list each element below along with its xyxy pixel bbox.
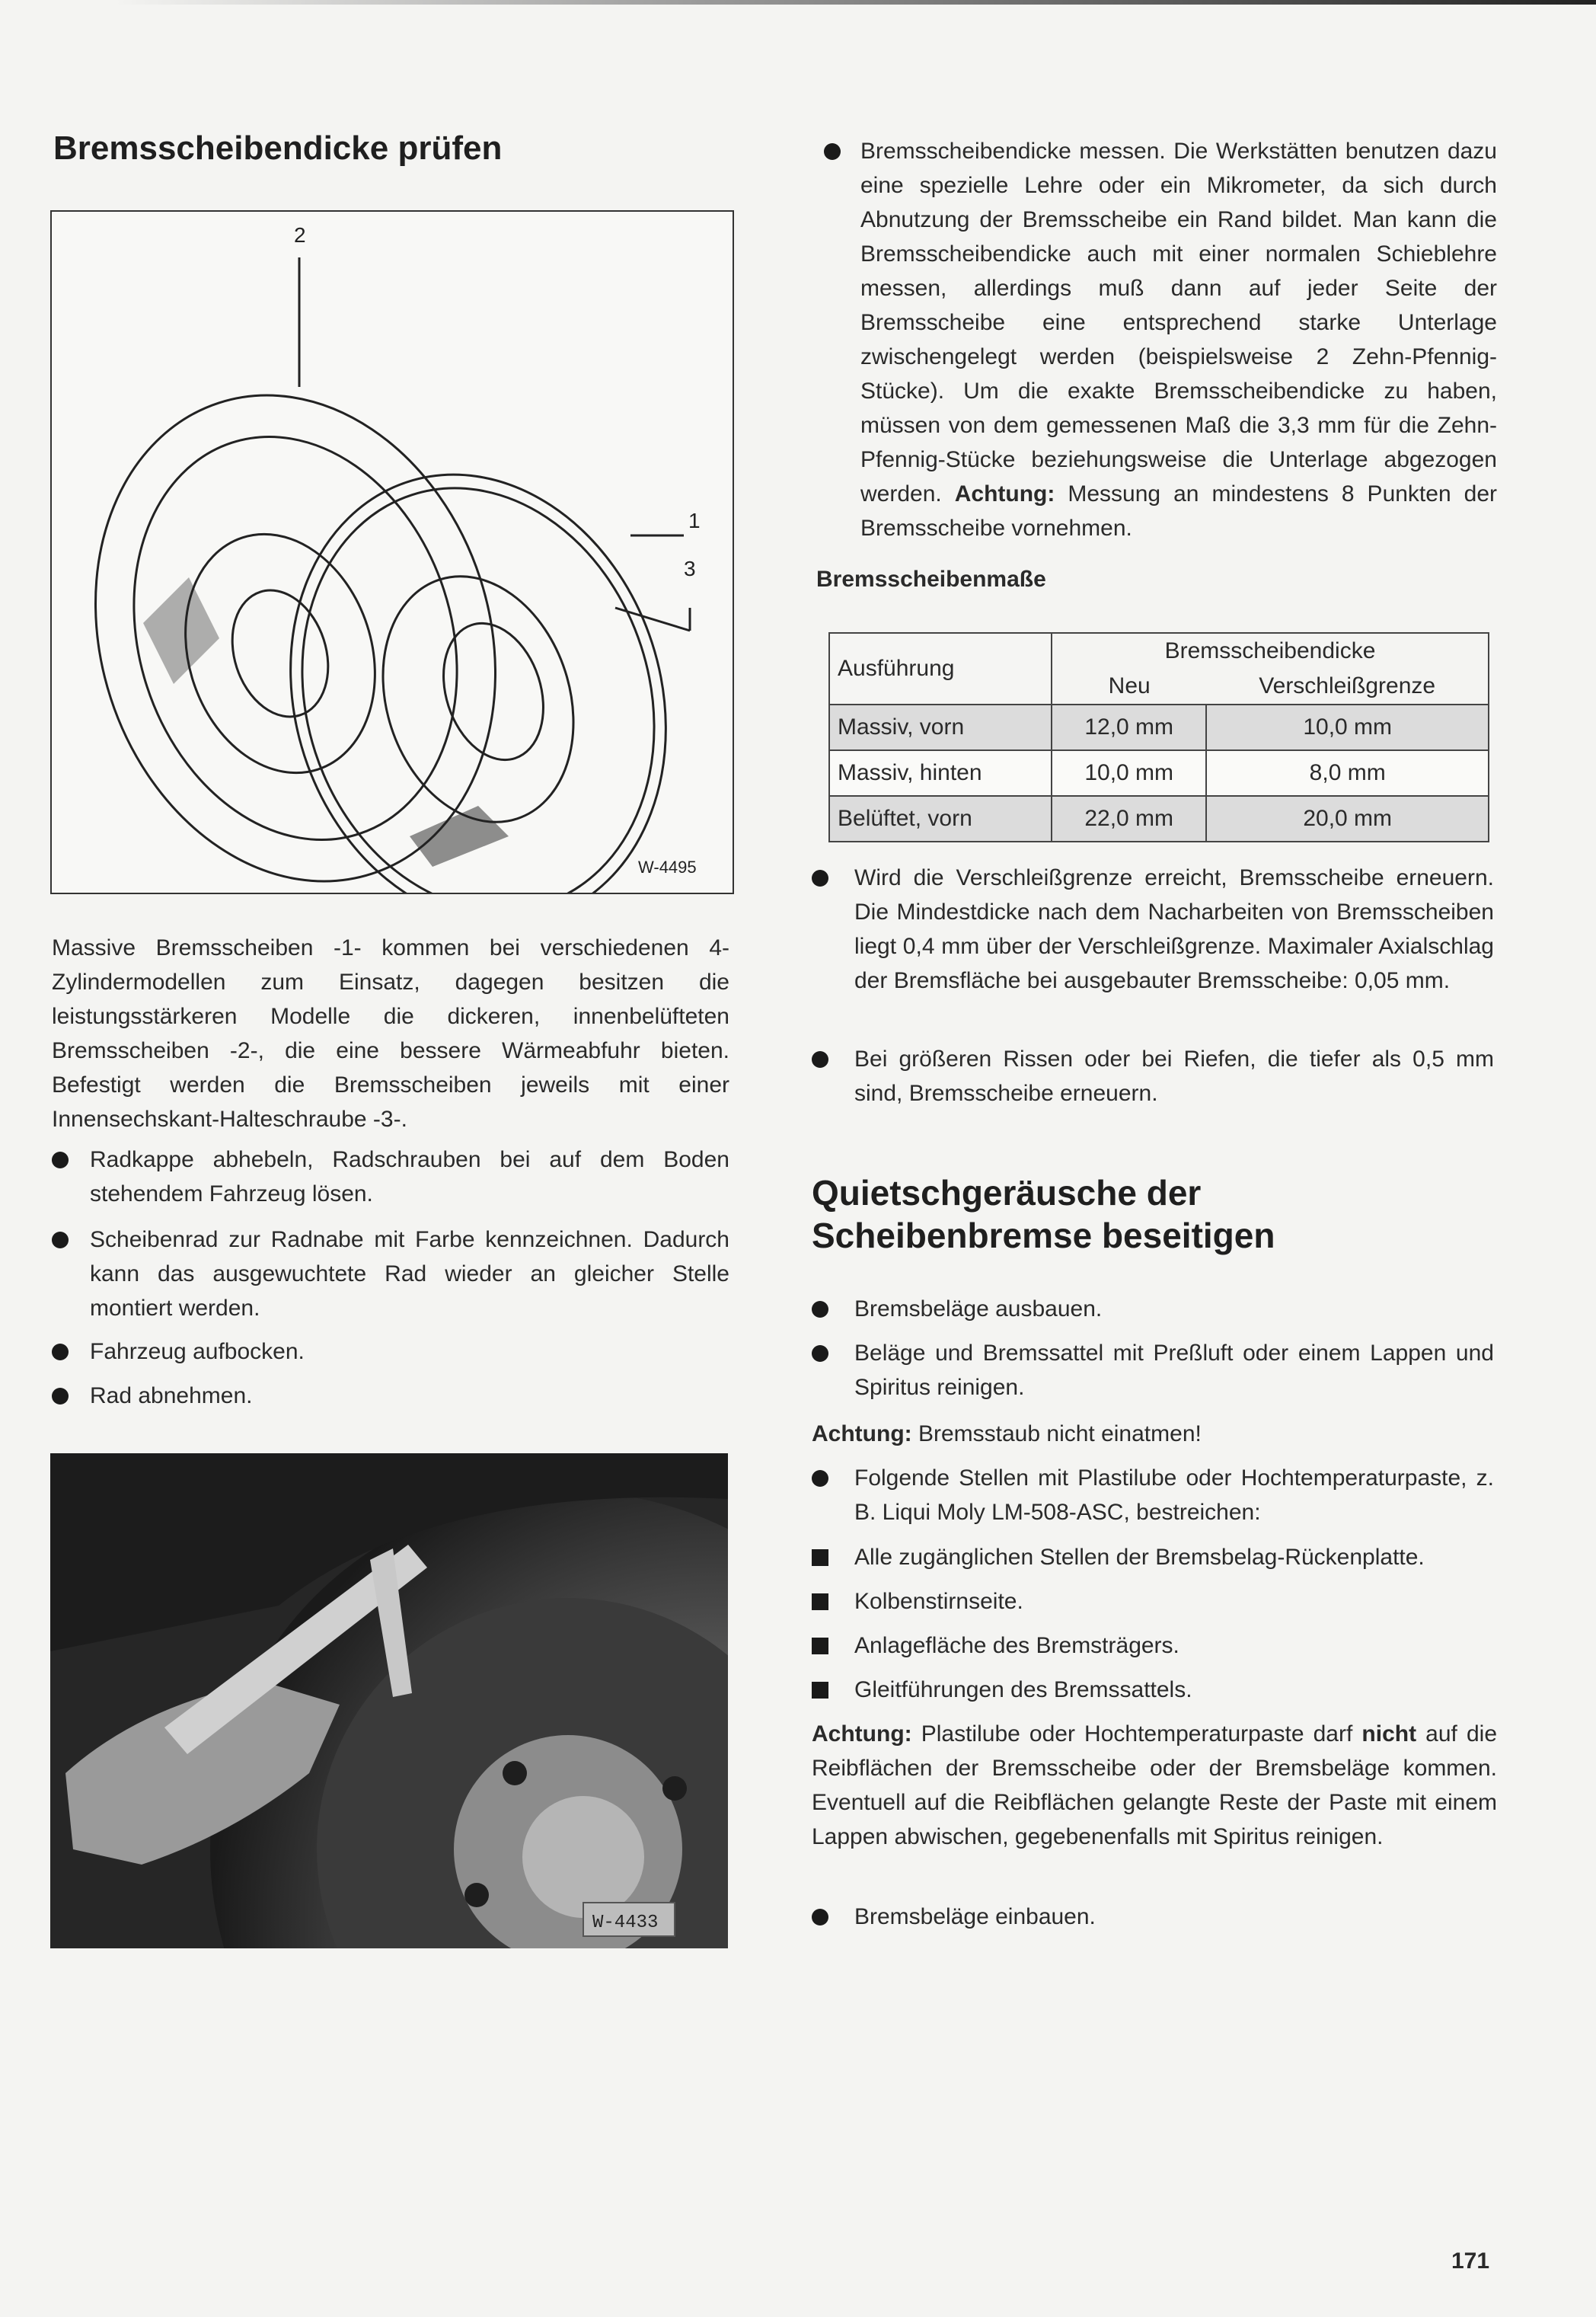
heading-line-1: Quietschgeräusche der [812, 1173, 1202, 1213]
list-item [52, 1334, 729, 1369]
bullet-text: Rad abnehmen. [90, 1383, 253, 1408]
bullet-dot [52, 1344, 69, 1360]
bullet-text: Anlagefläche des Bremsträgers. [854, 1633, 1179, 1658]
warning-text-pre: Plastilube oder Hochtemperaturpaste darf [921, 1721, 1353, 1747]
brake-disc-dimensions-table [828, 632, 1489, 842]
bullet-square [812, 1638, 828, 1654]
warning-label: Achtung: [954, 481, 1055, 507]
bullet-text: Beläge und Bremssattel mit Preßluft oder einem Lappen und Spiritus reinigen. [854, 1341, 1494, 1400]
bullet-dot [52, 1388, 69, 1405]
bullet-dot [812, 1909, 828, 1926]
table-row [829, 705, 1489, 750]
table-row [829, 750, 1489, 796]
cell-type: Belüftet, vorn [829, 796, 1052, 842]
list-item [812, 1292, 1497, 1326]
cell-type: Massiv, vorn [829, 705, 1052, 750]
photo-illustration [50, 1453, 728, 1948]
list-item [812, 861, 1497, 1032]
warning-text: Messung an mindestens 8 Punkten der Bremsscheibe vornehmen. [860, 481, 1497, 541]
warning-label: Achtung: [812, 1721, 912, 1747]
section-heading-bremsscheibendicke: Bremsscheibendicke prüfen [53, 129, 503, 167]
list-item [812, 1461, 1497, 1529]
cell-grenze: 10,0 mm [1206, 705, 1489, 750]
warning-text-post: auf die Reibflächen der Bremsscheibe oder der Bremsbeläge kommen. Eventuell auf die Reibflächen gelangte Reste der Paste mit einem Lappen abwischen, gegebenenfalls mit Spiritus reinigen. [812, 1721, 1497, 1849]
bullet-square [812, 1682, 828, 1699]
list-item [824, 134, 1497, 545]
callout-1: 1 [688, 509, 701, 532]
callout-3: 3 [684, 557, 696, 580]
warning-dust [812, 1417, 1497, 1451]
list-item [812, 1540, 1497, 1574]
photo-code: W-4433 [592, 1913, 659, 1933]
list-item [812, 1584, 1497, 1619]
cell-neu: 10,0 mm [1052, 750, 1206, 796]
top-rule [114, 0, 1596, 5]
bullet-text: Bei größeren Rissen oder bei Riefen, die tiefer als 0,5 mm sind, Bremsscheibe erneuern. [854, 1047, 1494, 1106]
table-header-row [829, 633, 1489, 669]
bullet-dot [52, 1232, 69, 1248]
bullet-text: Radkappe abhebeln, Radschrauben bei auf dem Boden stehendem Fahrzeug lösen. [90, 1147, 729, 1206]
bullet-dot [812, 870, 828, 887]
list-item [52, 1143, 729, 1211]
callout-2: 2 [294, 223, 306, 247]
bullet-dot [812, 1470, 828, 1487]
bullet-dot [812, 1345, 828, 1362]
cell-grenze: 8,0 mm [1206, 750, 1489, 796]
bullet-text [860, 134, 1497, 545]
warning-text: Bremsstaub nicht einatmen! [918, 1421, 1202, 1446]
list-item [812, 1042, 1497, 1111]
cell-type: Massiv, hinten [829, 750, 1052, 796]
bullet-text: Alle zugänglichen Stellen der Bremsbelag-Rückenplatte. [854, 1545, 1425, 1570]
bullet-text: Scheibenrad zur Radnabe mit Farbe kennzeichnen. Dadurch kann das ausgewuchtete Rad wieder an gleicher Stelle montiert werden. [90, 1227, 729, 1321]
list-item [52, 1222, 729, 1325]
list-item [812, 1900, 1497, 1934]
list-item [812, 1628, 1497, 1663]
bullet-text: Fahrzeug aufbocken. [90, 1339, 305, 1364]
bullet-dot [52, 1152, 69, 1168]
intro-paragraph: Massive Bremsscheiben -1- kommen bei verschiedenen 4-Zylindermodellen zum Einsatz, dagegen besitzen die leistungsstärkeren Modelle die dickeren, innenbelüfteten Bremsscheiben -2-, die eine bessere Wärmeabfuhr bieten. Befestigt werden die Bremsscheiben jeweils mit einer Innensechskant-Halteschraube -3-. [52, 935, 729, 1132]
bullet-text: Folgende Stellen mit Plastilube oder Hochtemperaturpaste, z. B. Liqui Moly LM-508-ASC, bestreichen: [854, 1465, 1494, 1525]
bullet-text: Bremsbeläge ausbauen. [854, 1296, 1103, 1321]
section-heading-quietschgeraeusche [812, 1171, 1275, 1257]
cell-neu: 12,0 mm [1052, 705, 1206, 750]
warning-emphasis: nicht [1361, 1721, 1417, 1747]
bullet-text: Bremsbeläge einbauen. [854, 1904, 1096, 1929]
cell-grenze: 20,0 mm [1206, 796, 1489, 842]
bullet-text: Gleitführungen des Bremssattels. [854, 1677, 1192, 1702]
cell-neu: 22,0 mm [1052, 796, 1206, 842]
brake-disc-diagram [50, 210, 734, 894]
col-header-neu: Neu [1052, 669, 1206, 705]
bullet-text: Kolbenstirnseite. [854, 1589, 1023, 1614]
bullet-text: Wird die Verschleißgrenze erreicht, Bremsscheibe erneuern. Die Mindestdicke nach dem Nacharbeiten von Bremsscheiben liegt 0,4 mm über der Verschleißgrenze. Maximaler Axialschlag der Bremsfläche bei ausgebauter Bremsscheibe: 0,05 mm. [854, 865, 1494, 993]
brake-disc-illustration [52, 212, 733, 893]
list-item [52, 1379, 729, 1413]
col-header-ausfuehrung: Ausführung [829, 633, 1052, 705]
figure-code: W-4495 [638, 858, 697, 877]
col-header-grenze: Verschleißgrenze [1206, 669, 1489, 705]
caliper-measurement-photo [50, 1453, 728, 1948]
bullet-dot [824, 143, 841, 160]
bullet-square [812, 1593, 828, 1610]
table-row [829, 796, 1489, 842]
col-header-dicke: Bremsscheibendicke [1052, 633, 1489, 669]
list-item [812, 1673, 1497, 1707]
measure-text: Bremsscheibendicke messen. Die Werkstätten benutzen dazu eine spezielle Lehre oder ein Mikrometer, da sich durch Abnutzung der Bremsscheibe ein Rand bildet. Man kann die Bremsscheibendicke auch mit einer normalen Schieblehre messen, allerdings muß dann auf jeder Seite der Bremsscheibe eine entsprechend starke Unterlage zwischengelegt werden (beispielsweise 2 Zehn-Pfennig-Stücke). Um die exakte Bremsscheibendicke zu haben, müssen von dem gemessenen Maß die 3,3 mm für die Zehn-Pfennig-Stücke beziehungsweise die Unterlage abgezogen werden. [860, 139, 1497, 507]
warning-label: Achtung: [812, 1421, 912, 1446]
heading-line-2: Scheibenbremse beseitigen [812, 1216, 1275, 1255]
bullet-dot [812, 1051, 828, 1068]
page-number: 171 [1451, 2248, 1490, 2274]
bullet-square [812, 1549, 828, 1566]
table-title: Bremsscheibenmaße [816, 567, 1046, 592]
warning-paste [812, 1717, 1497, 1854]
list-item [812, 1336, 1497, 1405]
bullet-dot [812, 1301, 828, 1318]
